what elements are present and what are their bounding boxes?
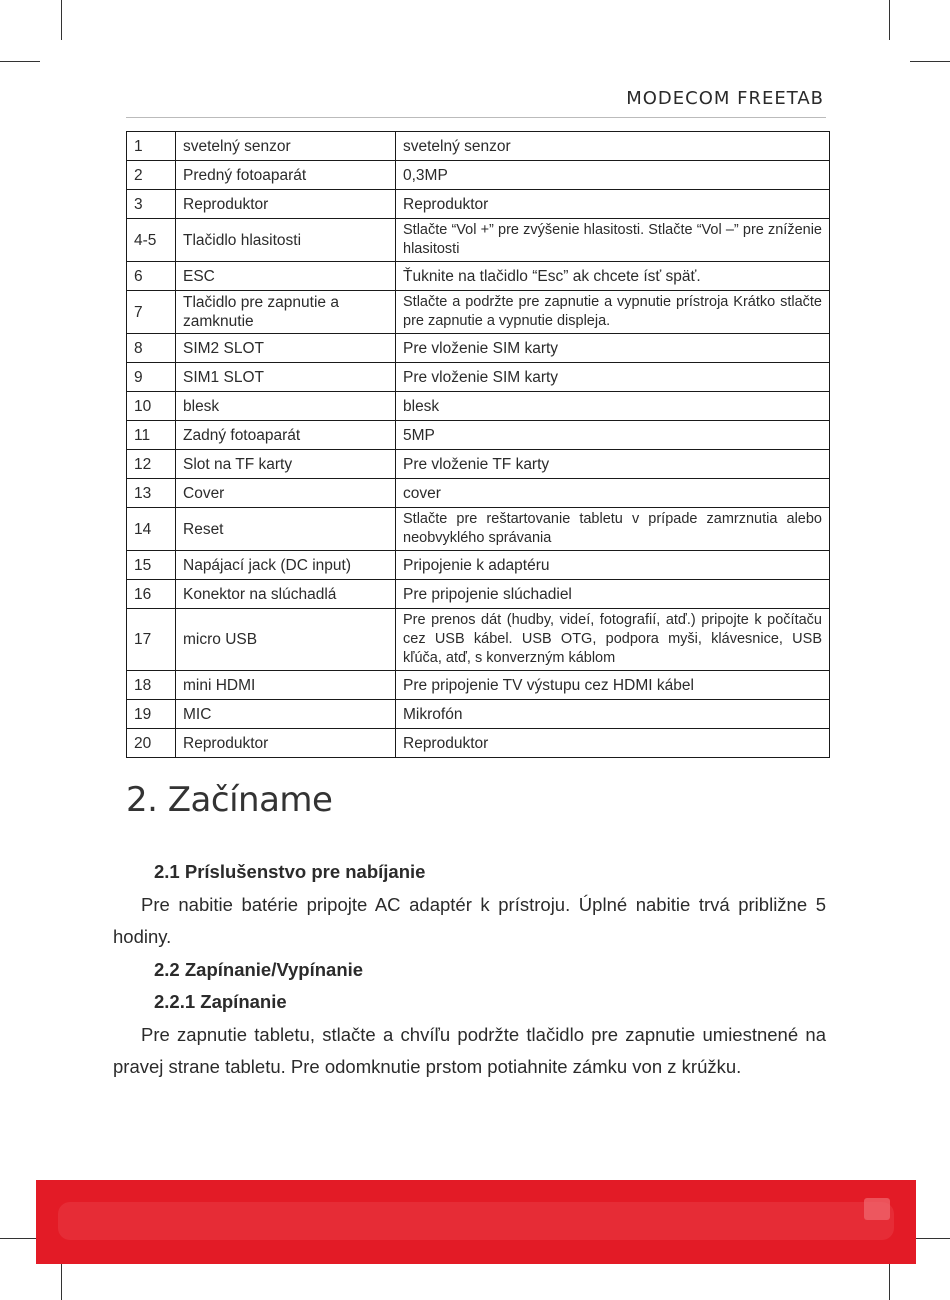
row-number: 14 (127, 508, 176, 551)
component-description: cover (396, 479, 830, 508)
row-number: 4-5 (127, 219, 176, 262)
component-name: mini HDMI (176, 671, 396, 700)
header-brand: MODECOM FREETAB (626, 88, 824, 109)
table-row (127, 363, 830, 392)
row-number: 20 (127, 729, 176, 758)
row-number: 7 (127, 291, 176, 334)
component-description: Pre pripojenie TV výstupu cez HDMI kábel (396, 671, 830, 700)
table-row (127, 392, 830, 421)
component-name: Zadný fotoaparát (176, 421, 396, 450)
component-description: Stlačte a podržte pre zapnutie a vypnutie prístroja Krátko stlačte pre zapnutie a vypnutie displeja. (396, 291, 830, 334)
paragraph-text: Pre nabitie batérie pripojte AC adaptér k prístroju. Úplné nabitie trvá približne 5 hodiny. (113, 893, 826, 947)
paragraph (113, 889, 826, 954)
component-table-body (127, 132, 830, 758)
component-name: Reset (176, 508, 396, 551)
crop-mark (61, 1260, 62, 1300)
component-name: MIC (176, 700, 396, 729)
component-description: Pre vloženie SIM karty (396, 334, 830, 363)
row-number: 18 (127, 671, 176, 700)
table-row (127, 580, 830, 609)
table-row (127, 729, 830, 758)
component-description: Pre vloženie SIM karty (396, 363, 830, 392)
table-row (127, 190, 830, 219)
table-row (127, 219, 830, 262)
component-description: Ťuknite na tlačidlo “Esc” ak chcete ísť späť. (396, 262, 830, 291)
component-name: Napájací jack (DC input) (176, 551, 396, 580)
row-number: 12 (127, 450, 176, 479)
section-title: 2. Začíname (126, 780, 333, 820)
row-number: 16 (127, 580, 176, 609)
table-row (127, 700, 830, 729)
paragraph-text: Pre zapnutie tabletu, stlačte a chvíľu podržte tlačidlo pre zapnutie umiestnené na pravej strane tabletu. Pre odomknutie prstom potiahnite zámku von z krúžku. (113, 1023, 826, 1077)
subsection-heading: 2.2 Zapínanie/Vypínanie (154, 958, 364, 980)
crop-mark (910, 61, 950, 62)
row-number: 10 (127, 392, 176, 421)
component-description: Stlačte “Vol +” pre zvýšenie hlasitosti. Stlačte “Vol –” pre zníženie hlasitosti (396, 219, 830, 262)
component-description: Stlačte pre reštartovanie tabletu v prípade zamrznutia alebo neobvyklého správania (396, 508, 830, 551)
crop-mark (0, 1238, 40, 1239)
table-row (127, 551, 830, 580)
subsection-heading: 2.1 Príslušenstvo pre nabíjanie (154, 861, 426, 882)
table-row (127, 671, 830, 700)
table-row (127, 334, 830, 363)
component-description: Pre prenos dát (hudby, videí, fotografií, atď.) pripojte k počítaču cez USB kábel. USB OTG, podpora myši, klávesnice, USB kľúča, atď, s konverzným káblom (396, 609, 830, 671)
component-name: Slot na TF karty (176, 450, 396, 479)
crop-mark (910, 1238, 950, 1239)
row-number: 19 (127, 700, 176, 729)
row-number: 13 (127, 479, 176, 508)
crop-mark (0, 61, 40, 62)
component-name: Konektor na slúchadlá (176, 580, 396, 609)
crop-mark (889, 0, 890, 40)
component-name: svetelný senzor (176, 132, 396, 161)
component-description: blesk (396, 392, 830, 421)
table-row (127, 291, 830, 334)
row-number: 8 (127, 334, 176, 363)
component-name: Cover (176, 479, 396, 508)
table-row (127, 450, 830, 479)
row-number: 2 (127, 161, 176, 190)
row-number: 9 (127, 363, 176, 392)
page-number-marker (864, 1198, 890, 1220)
component-name: Tlačidlo pre zapnutie a zamknutie (176, 291, 396, 334)
component-name: ESC (176, 262, 396, 291)
component-name: SIM1 SLOT (176, 363, 396, 392)
component-name: SIM2 SLOT (176, 334, 396, 363)
component-name: Reproduktor (176, 190, 396, 219)
component-description: Reproduktor (396, 190, 830, 219)
table-row (127, 161, 830, 190)
table-row (127, 421, 830, 450)
component-name: micro USB (176, 609, 396, 671)
header-divider (126, 117, 826, 118)
component-name: blesk (176, 392, 396, 421)
row-number: 11 (127, 421, 176, 450)
crop-mark (61, 0, 62, 40)
component-description: Pre vloženie TF karty (396, 450, 830, 479)
row-number: 1 (127, 132, 176, 161)
paragraph (113, 1019, 826, 1084)
row-number: 15 (127, 551, 176, 580)
component-description: Pre pripojenie slúchadiel (396, 580, 830, 609)
component-description: 0,3MP (396, 161, 830, 190)
component-description: svetelný senzor (396, 132, 830, 161)
section-content (113, 856, 826, 1084)
row-number: 17 (127, 609, 176, 671)
component-description: Reproduktor (396, 729, 830, 758)
subsection-heading: 2.2.1 Zapínanie (154, 991, 287, 1012)
table-row (127, 262, 830, 291)
footer-highlight (58, 1202, 894, 1240)
component-name: Tlačidlo hlasitosti (176, 219, 396, 262)
component-name: Predný fotoaparát (176, 161, 396, 190)
row-number: 6 (127, 262, 176, 291)
table-row (127, 609, 830, 671)
crop-mark (889, 1260, 890, 1300)
table-row (127, 132, 830, 161)
component-table (126, 131, 830, 758)
table-row (127, 479, 830, 508)
table-row (127, 508, 830, 551)
component-name: Reproduktor (176, 729, 396, 758)
footer-band (36, 1180, 916, 1264)
component-description: 5MP (396, 421, 830, 450)
row-number: 3 (127, 190, 176, 219)
component-description: Pripojenie k adaptéru (396, 551, 830, 580)
component-description: Mikrofón (396, 700, 830, 729)
